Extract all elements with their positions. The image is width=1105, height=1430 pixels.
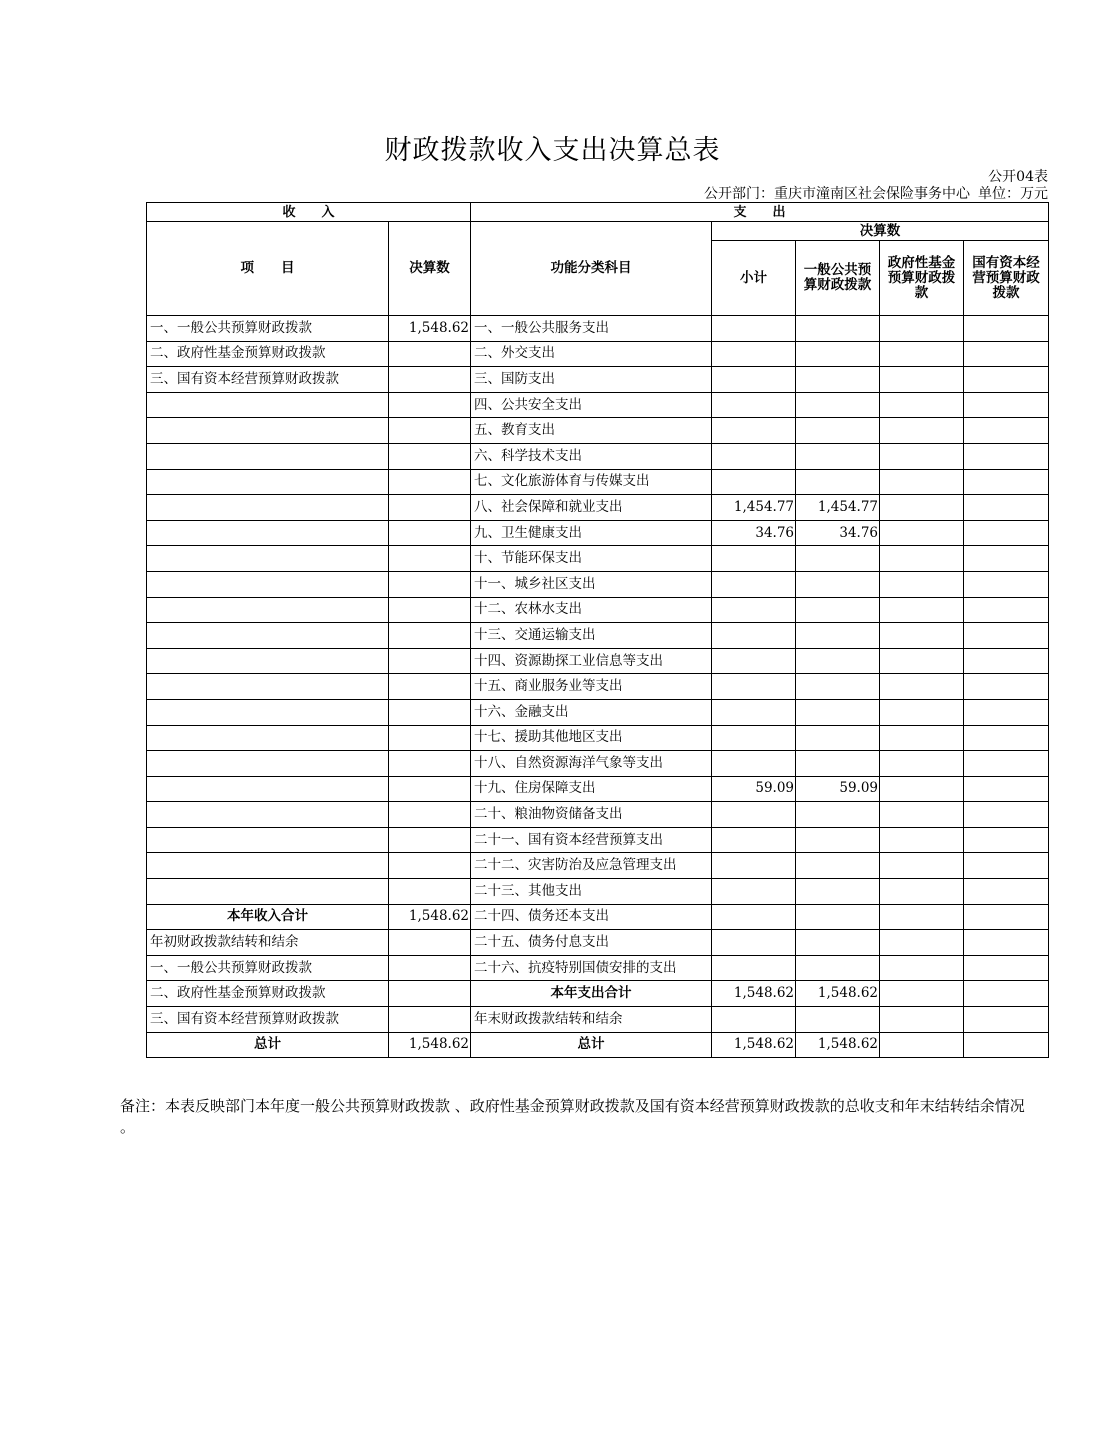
expense-item-cell: 十六、金融支出 [471, 699, 712, 725]
gov-fund-cell [880, 879, 964, 905]
table-row [147, 853, 1049, 879]
table-row [147, 725, 1049, 751]
general-budget-cell: 1,548.62 [796, 981, 880, 1007]
income-amount-cell: 1,548.62 [389, 316, 471, 342]
income-amount-cell [389, 1007, 471, 1033]
state-capital-cell [964, 341, 1049, 367]
state-capital-cell [964, 367, 1049, 393]
expense-item-cell: 十二、农林水支出 [471, 597, 712, 623]
income-item-cell [147, 546, 389, 572]
table-row [147, 418, 1049, 444]
subtotal-cell [712, 827, 796, 853]
income-item-cell [147, 495, 389, 521]
general-budget-cell: 59.09 [796, 776, 880, 802]
table-row [147, 520, 1049, 546]
subtotal-cell [712, 418, 796, 444]
subtotal-cell [712, 725, 796, 751]
subtotal-cell [712, 443, 796, 469]
subtotal-cell [712, 341, 796, 367]
state-capital-cell [964, 623, 1049, 649]
gov-fund-cell [880, 648, 964, 674]
expense-item-cell: 二十、粮油物资储备支出 [471, 802, 712, 828]
income-item-cell: 二、政府性基金预算财政拨款 [147, 341, 389, 367]
expense-item-cell: 十一、城乡社区支出 [471, 571, 712, 597]
income-item-cell [147, 674, 389, 700]
income-amount-cell [389, 520, 471, 546]
income-amount-cell [389, 776, 471, 802]
state-capital-cell [964, 1032, 1049, 1058]
gov-fund-cell [880, 751, 964, 777]
table-row [147, 827, 1049, 853]
table-row [147, 648, 1049, 674]
general-budget-cell [796, 853, 880, 879]
table-row [147, 930, 1049, 956]
state-capital-cell [964, 443, 1049, 469]
state-capital-cell [964, 648, 1049, 674]
income-header: 收 入 [147, 203, 471, 222]
income-amount-cell: 1,548.62 [389, 904, 471, 930]
gov-fund-cell [880, 316, 964, 342]
income-item-cell: 总计 [147, 1032, 389, 1058]
expense-item-cell: 二、外交支出 [471, 341, 712, 367]
table-row [147, 1032, 1049, 1058]
income-item-cell: 年初财政拨款结转和结余 [147, 930, 389, 956]
income-amount-cell [389, 699, 471, 725]
state-capital-cell [964, 751, 1049, 777]
gov-fund-cell [880, 904, 964, 930]
expense-item-cell: 年末财政拨款结转和结余 [471, 1007, 712, 1033]
expense-item-cell: 十三、交通运输支出 [471, 623, 712, 649]
subtotal-cell [712, 546, 796, 572]
income-item-cell [147, 623, 389, 649]
gov-fund-cell [880, 392, 964, 418]
income-amount-cell [389, 751, 471, 777]
expense-item-cell: 十四、资源勘探工业信息等支出 [471, 648, 712, 674]
income-amount-cell [389, 495, 471, 521]
general-budget-cell [796, 930, 880, 956]
income-amount-cell [389, 981, 471, 1007]
expense-item-cell: 七、文化旅游体育与传媒支出 [471, 469, 712, 495]
gov-fund-cell [880, 981, 964, 1007]
income-item-cell [147, 418, 389, 444]
subtotal-cell [712, 392, 796, 418]
expense-item-cell: 八、社会保障和就业支出 [471, 495, 712, 521]
income-item-cell [147, 443, 389, 469]
expense-item-cell: 本年支出合计 [471, 981, 712, 1007]
state-capital-cell [964, 930, 1049, 956]
general-budget-cell: 34.76 [796, 520, 880, 546]
final-accounts-header: 决算数 [712, 222, 1049, 241]
subtotal-cell: 1,548.62 [712, 981, 796, 1007]
state-capital-cell [964, 316, 1049, 342]
general-budget-cell [796, 1007, 880, 1033]
gov-fund-cell [880, 418, 964, 444]
item-header: 项 目 [147, 222, 389, 316]
income-amount-cell [389, 367, 471, 393]
amount-header: 决算数 [389, 222, 471, 316]
subtotal-cell [712, 597, 796, 623]
general-budget-cell [796, 699, 880, 725]
gov-fund-cell [880, 802, 964, 828]
gov-fund-cell [880, 571, 964, 597]
state-capital-cell [964, 392, 1049, 418]
income-item-cell [147, 879, 389, 905]
income-amount-cell [389, 955, 471, 981]
expense-item-cell: 四、公共安全支出 [471, 392, 712, 418]
subtotal-cell [712, 1007, 796, 1033]
expense-item-cell: 三、国防支出 [471, 367, 712, 393]
table-row [147, 367, 1049, 393]
income-item-cell [147, 699, 389, 725]
table-row [147, 904, 1049, 930]
gov-fund-cell [880, 597, 964, 623]
general-budget-cell: 1,548.62 [796, 1032, 880, 1058]
expense-item-cell: 二十六、抗疫特别国债安排的支出 [471, 955, 712, 981]
general-budget-cell [796, 879, 880, 905]
state-capital-cell [964, 546, 1049, 572]
income-amount-cell [389, 443, 471, 469]
expense-item-cell: 二十一、国有资本经营预算支出 [471, 827, 712, 853]
general-budget-cell: 1,454.77 [796, 495, 880, 521]
table-row [147, 879, 1049, 905]
income-amount-cell [389, 827, 471, 853]
income-amount-cell [389, 648, 471, 674]
general-budget-cell [796, 674, 880, 700]
gov-fund-cell [880, 443, 964, 469]
general-budget-cell [796, 802, 880, 828]
table-row [147, 469, 1049, 495]
subtotal-cell [712, 316, 796, 342]
gov-fund-cell [880, 1032, 964, 1058]
state-capital-cell [964, 904, 1049, 930]
subtotal-cell [712, 904, 796, 930]
general-budget-cell [796, 392, 880, 418]
table-row [147, 443, 1049, 469]
table-row [147, 316, 1049, 342]
state-capital-cell [964, 827, 1049, 853]
expense-item-cell: 总计 [471, 1032, 712, 1058]
income-amount-cell [389, 341, 471, 367]
budget-table [146, 202, 1049, 1058]
income-item-cell [147, 520, 389, 546]
income-item-cell [147, 776, 389, 802]
income-amount-cell: 1,548.62 [389, 1032, 471, 1058]
income-amount-cell [389, 853, 471, 879]
gov-fund-cell [880, 546, 964, 572]
table-row [147, 623, 1049, 649]
expense-item-cell: 九、卫生健康支出 [471, 520, 712, 546]
table-row [147, 674, 1049, 700]
income-amount-cell [389, 597, 471, 623]
state-capital-cell [964, 802, 1049, 828]
gov-fund-cell [880, 699, 964, 725]
general-budget-cell [796, 443, 880, 469]
gov-fund-cell [880, 827, 964, 853]
income-item-cell [147, 571, 389, 597]
general-budget-cell [796, 751, 880, 777]
expense-item-cell: 十五、商业服务业等支出 [471, 674, 712, 700]
gov-fund-header: 政府性基金预算财政拨款 [880, 241, 964, 316]
gov-fund-cell [880, 520, 964, 546]
income-item-cell: 二、政府性基金预算财政拨款 [147, 981, 389, 1007]
subtotal-cell [712, 571, 796, 597]
general-budget-header: 一般公共预算财政拨款 [796, 241, 880, 316]
income-amount-cell [389, 571, 471, 597]
income-item-cell [147, 648, 389, 674]
department-line [704, 183, 1048, 203]
general-budget-cell [796, 725, 880, 751]
function-class-header: 功能分类科目 [471, 222, 712, 316]
table-row [147, 571, 1049, 597]
general-budget-cell [796, 341, 880, 367]
gov-fund-cell [880, 930, 964, 956]
income-amount-cell [389, 392, 471, 418]
state-capital-cell [964, 955, 1049, 981]
income-item-cell [147, 725, 389, 751]
table-row [147, 597, 1049, 623]
table-note: 备注：本表反映部门本年度一般公共预算财政拨款 、政府性基金预算财政拨款及国有资本经营预算财政拨款的总收支和年末结转结余情况 。 [120, 1097, 1025, 1136]
expense-item-cell: 五、教育支出 [471, 418, 712, 444]
form-number: 公开04表 [988, 169, 1048, 185]
income-amount-cell [389, 879, 471, 905]
gov-fund-cell [880, 725, 964, 751]
expense-item-cell: 二十五、债务付息支出 [471, 930, 712, 956]
subtotal-cell [712, 955, 796, 981]
general-budget-cell [796, 597, 880, 623]
gov-fund-cell [880, 776, 964, 802]
income-amount-cell [389, 802, 471, 828]
expense-item-cell: 十八、自然资源海洋气象等支出 [471, 751, 712, 777]
general-budget-cell [796, 623, 880, 649]
income-item-cell [147, 853, 389, 879]
state-capital-cell [964, 699, 1049, 725]
income-amount-cell [389, 623, 471, 649]
subtotal-cell [712, 367, 796, 393]
gov-fund-cell [880, 623, 964, 649]
subtotal-cell [712, 674, 796, 700]
table-row [147, 546, 1049, 572]
subtotal-cell [712, 751, 796, 777]
subtotal-header: 小计 [712, 241, 796, 316]
state-capital-cell [964, 1007, 1049, 1033]
general-budget-cell [796, 827, 880, 853]
income-amount-cell [389, 546, 471, 572]
general-budget-cell [796, 469, 880, 495]
state-capital-cell [964, 674, 1049, 700]
table-row [147, 751, 1049, 777]
table-row [147, 776, 1049, 802]
state-capital-cell [964, 776, 1049, 802]
table-row [147, 392, 1049, 418]
general-budget-cell [796, 904, 880, 930]
expense-item-cell: 十九、住房保障支出 [471, 776, 712, 802]
state-capital-cell [964, 495, 1049, 521]
general-budget-cell [796, 546, 880, 572]
general-budget-cell [796, 955, 880, 981]
income-item-cell [147, 469, 389, 495]
department-label: 公开部门：重庆市潼南区社会保险事务中心 [704, 186, 970, 202]
income-item-cell: 一、一般公共预算财政拨款 [147, 316, 389, 342]
state-capital-cell [964, 725, 1049, 751]
subtotal-cell [712, 853, 796, 879]
expense-item-cell: 一、一般公共服务支出 [471, 316, 712, 342]
gov-fund-cell [880, 341, 964, 367]
income-amount-cell [389, 469, 471, 495]
state-capital-cell [964, 879, 1049, 905]
state-capital-cell [964, 418, 1049, 444]
expense-item-cell: 六、科学技术支出 [471, 443, 712, 469]
general-budget-cell [796, 367, 880, 393]
income-amount-cell [389, 725, 471, 751]
subtotal-cell [712, 699, 796, 725]
income-item-cell: 一、一般公共预算财政拨款 [147, 955, 389, 981]
subtotal-cell [712, 802, 796, 828]
expense-item-cell: 二十四、债务还本支出 [471, 904, 712, 930]
subtotal-cell: 1,454.77 [712, 495, 796, 521]
gov-fund-cell [880, 955, 964, 981]
subtotal-cell: 34.76 [712, 520, 796, 546]
page-title: 财政拨款收入支出决算总表 [384, 135, 721, 166]
gov-fund-cell [880, 853, 964, 879]
state-capital-header: 国有资本经营预算财政拨款 [964, 241, 1049, 316]
income-item-cell [147, 802, 389, 828]
expense-header: 支 出 [471, 203, 1049, 222]
table-row [147, 699, 1049, 725]
table-row [147, 981, 1049, 1007]
table-row [147, 802, 1049, 828]
general-budget-cell [796, 648, 880, 674]
income-item-cell [147, 392, 389, 418]
income-amount-cell [389, 674, 471, 700]
subtotal-cell: 1,548.62 [712, 1032, 796, 1058]
income-item-cell: 本年收入合计 [147, 904, 389, 930]
expense-item-cell: 二十二、灾害防治及应急管理支出 [471, 853, 712, 879]
gov-fund-cell [880, 469, 964, 495]
subtotal-cell [712, 623, 796, 649]
table-row [147, 341, 1049, 367]
unit-label: 单位：万元 [978, 186, 1048, 202]
gov-fund-cell [880, 674, 964, 700]
table-row [147, 955, 1049, 981]
table-row [147, 1007, 1049, 1033]
income-item-cell [147, 751, 389, 777]
general-budget-cell [796, 316, 880, 342]
state-capital-cell [964, 571, 1049, 597]
subtotal-cell [712, 879, 796, 905]
gov-fund-cell [880, 1007, 964, 1033]
state-capital-cell [964, 981, 1049, 1007]
subtotal-cell: 59.09 [712, 776, 796, 802]
expense-item-cell: 十、节能环保支出 [471, 546, 712, 572]
income-item-cell [147, 597, 389, 623]
state-capital-cell [964, 853, 1049, 879]
general-budget-cell [796, 418, 880, 444]
general-budget-cell [796, 571, 880, 597]
income-amount-cell [389, 418, 471, 444]
subtotal-cell [712, 648, 796, 674]
subtotal-cell [712, 930, 796, 956]
state-capital-cell [964, 520, 1049, 546]
expense-item-cell: 十七、援助其他地区支出 [471, 725, 712, 751]
income-item-cell: 三、国有资本经营预算财政拨款 [147, 1007, 389, 1033]
expense-item-cell: 二十三、其他支出 [471, 879, 712, 905]
gov-fund-cell [880, 367, 964, 393]
state-capital-cell [964, 597, 1049, 623]
income-item-cell [147, 827, 389, 853]
state-capital-cell [964, 469, 1049, 495]
table-row [147, 495, 1049, 521]
income-amount-cell [389, 930, 471, 956]
income-item-cell: 三、国有资本经营预算财政拨款 [147, 367, 389, 393]
gov-fund-cell [880, 495, 964, 521]
subtotal-cell [712, 469, 796, 495]
